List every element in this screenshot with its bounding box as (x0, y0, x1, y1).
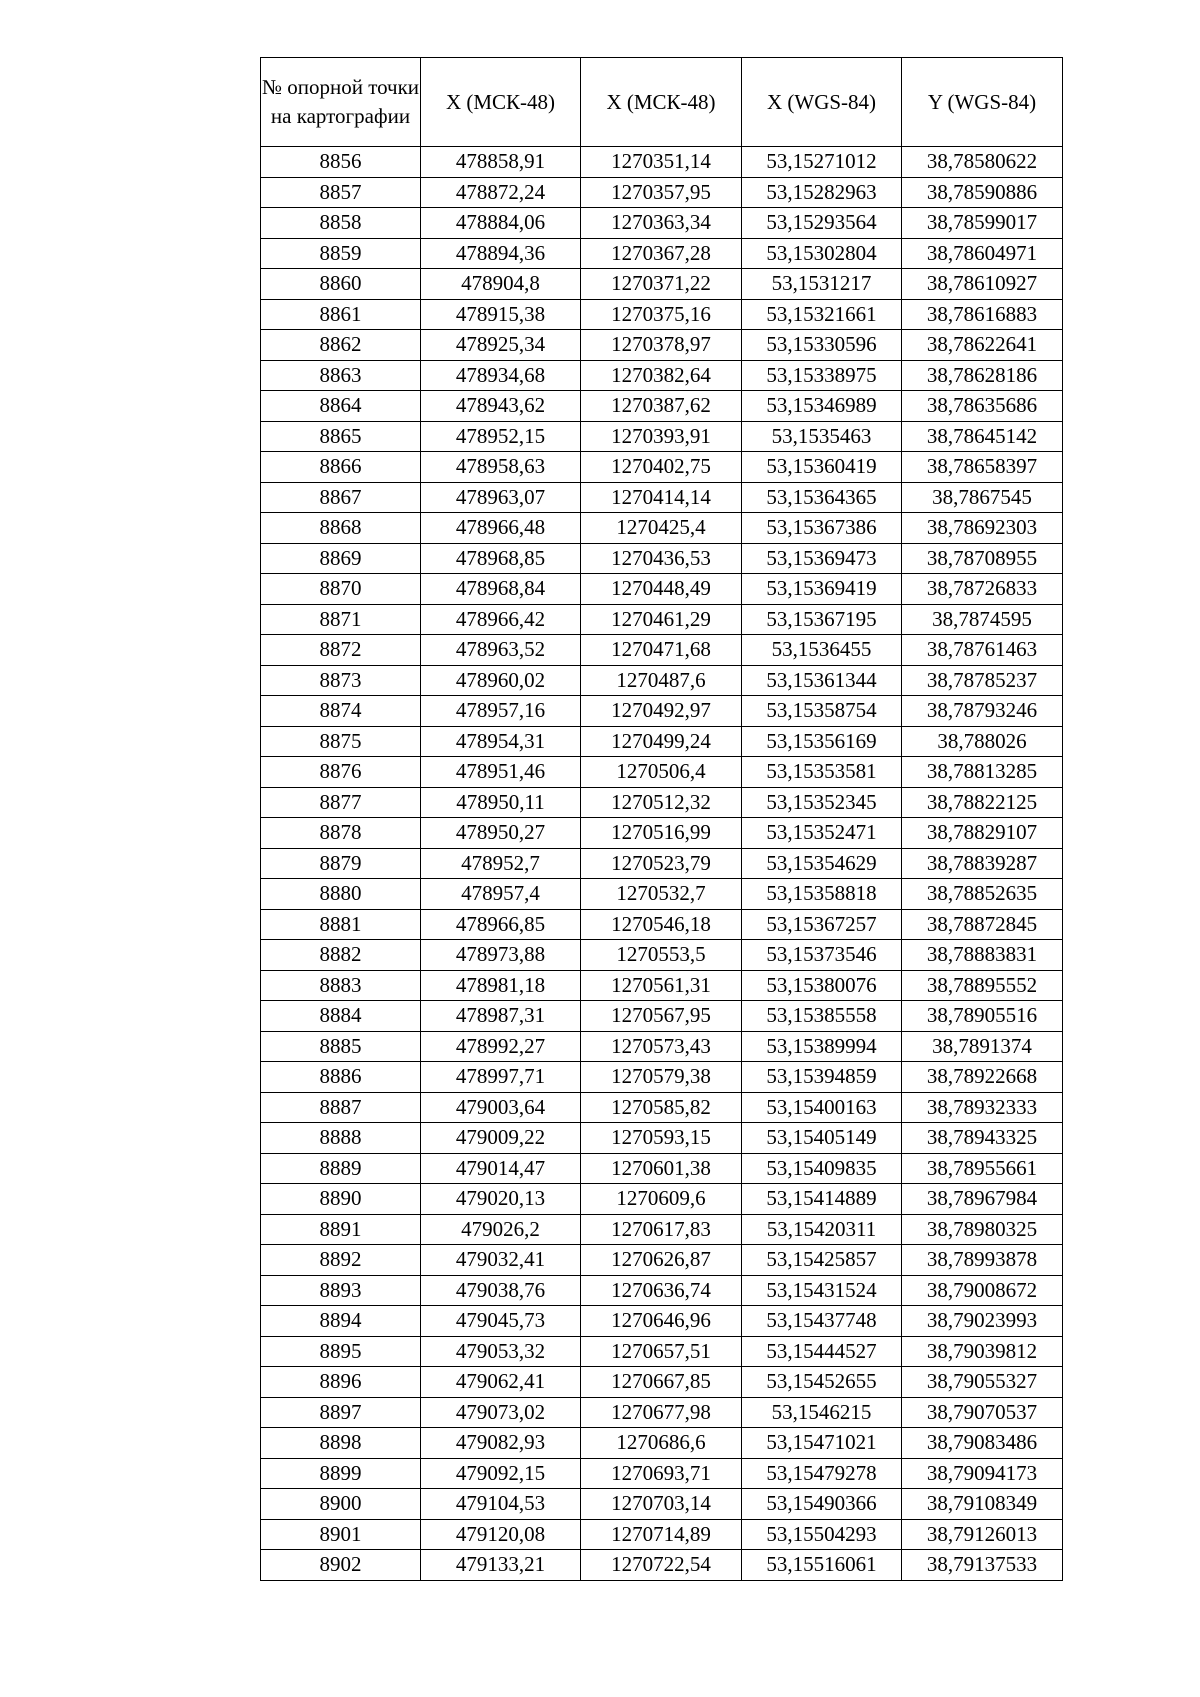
cell-x-msk48-second: 1270425,4 (581, 513, 742, 544)
cell-x-wgs84: 53,15282963 (742, 177, 902, 208)
cell-point-number: 8900 (261, 1489, 421, 1520)
cell-x-msk48-second: 1270414,14 (581, 482, 742, 513)
cell-x-msk48-second: 1270561,31 (581, 970, 742, 1001)
cell-x-msk48-second: 1270506,4 (581, 757, 742, 788)
cell-x-wgs84: 53,15409835 (742, 1153, 902, 1184)
cell-point-number: 8886 (261, 1062, 421, 1093)
cell-point-number: 8882 (261, 940, 421, 971)
cell-x-wgs84: 53,15385558 (742, 1001, 902, 1032)
table-row (261, 879, 1063, 910)
cell-x-msk48: 478950,27 (421, 818, 581, 849)
cell-x-wgs84: 53,15471021 (742, 1428, 902, 1459)
table-row (261, 1397, 1063, 1428)
table-row (261, 787, 1063, 818)
table-row (261, 818, 1063, 849)
table-row (261, 1275, 1063, 1306)
cell-x-msk48-second: 1270579,38 (581, 1062, 742, 1093)
cell-y-wgs84: 38,7867545 (902, 482, 1063, 513)
cell-x-wgs84: 53,15425857 (742, 1245, 902, 1276)
cell-x-msk48-second: 1270667,85 (581, 1367, 742, 1398)
cell-y-wgs84: 38,78883831 (902, 940, 1063, 971)
cell-y-wgs84: 38,78708955 (902, 543, 1063, 574)
cell-point-number: 8894 (261, 1306, 421, 1337)
coordinates-table (260, 57, 1063, 1581)
cell-point-number: 8864 (261, 391, 421, 422)
cell-point-number: 8887 (261, 1092, 421, 1123)
table-row (261, 635, 1063, 666)
cell-x-wgs84: 53,1546215 (742, 1397, 902, 1428)
cell-point-number: 8866 (261, 452, 421, 483)
cell-y-wgs84: 38,78635686 (902, 391, 1063, 422)
cell-x-msk48: 478960,02 (421, 665, 581, 696)
table-row (261, 604, 1063, 635)
cell-x-msk48-second: 1270512,32 (581, 787, 742, 818)
cell-y-wgs84: 38,7874595 (902, 604, 1063, 635)
cell-x-wgs84: 53,15360419 (742, 452, 902, 483)
cell-y-wgs84: 38,78645142 (902, 421, 1063, 452)
cell-x-msk48: 479092,15 (421, 1458, 581, 1489)
table-row (261, 177, 1063, 208)
cell-point-number: 8883 (261, 970, 421, 1001)
table-row (261, 147, 1063, 178)
cell-x-wgs84: 53,15338975 (742, 360, 902, 391)
cell-x-msk48: 478966,42 (421, 604, 581, 635)
cell-x-wgs84: 53,15369419 (742, 574, 902, 605)
cell-x-wgs84: 53,1535463 (742, 421, 902, 452)
cell-x-wgs84: 53,15380076 (742, 970, 902, 1001)
cell-x-msk48-second: 1270393,91 (581, 421, 742, 452)
cell-y-wgs84: 38,79083486 (902, 1428, 1063, 1459)
cell-x-msk48: 479014,47 (421, 1153, 581, 1184)
cell-x-wgs84: 53,15490366 (742, 1489, 902, 1520)
cell-x-msk48: 479003,64 (421, 1092, 581, 1123)
table-row (261, 757, 1063, 788)
cell-x-msk48-second: 1270487,6 (581, 665, 742, 696)
cell-x-msk48-second: 1270382,64 (581, 360, 742, 391)
cell-x-wgs84: 53,15358754 (742, 696, 902, 727)
cell-x-msk48-second: 1270375,16 (581, 299, 742, 330)
cell-x-msk48: 478968,84 (421, 574, 581, 605)
cell-y-wgs84: 38,78628186 (902, 360, 1063, 391)
table-row (261, 1428, 1063, 1459)
cell-y-wgs84: 38,78852635 (902, 879, 1063, 910)
cell-x-msk48: 478872,24 (421, 177, 581, 208)
cell-x-msk48-second: 1270516,99 (581, 818, 742, 849)
cell-y-wgs84: 38,78922668 (902, 1062, 1063, 1093)
table-row (261, 330, 1063, 361)
table-row (261, 940, 1063, 971)
cell-x-wgs84: 53,15389994 (742, 1031, 902, 1062)
table-row (261, 1123, 1063, 1154)
cell-x-msk48: 479026,2 (421, 1214, 581, 1245)
cell-point-number: 8898 (261, 1428, 421, 1459)
table-row (261, 421, 1063, 452)
cell-x-msk48: 478915,38 (421, 299, 581, 330)
cell-x-wgs84: 53,15394859 (742, 1062, 902, 1093)
header-point-number: № опорной точки на картографии (261, 58, 421, 147)
cell-y-wgs84: 38,79094173 (902, 1458, 1063, 1489)
cell-y-wgs84: 38,79137533 (902, 1550, 1063, 1581)
cell-y-wgs84: 38,79008672 (902, 1275, 1063, 1306)
cell-x-wgs84: 53,15367257 (742, 909, 902, 940)
cell-y-wgs84: 38,79108349 (902, 1489, 1063, 1520)
cell-point-number: 8873 (261, 665, 421, 696)
cell-y-wgs84: 38,78895552 (902, 970, 1063, 1001)
cell-x-msk48: 478925,34 (421, 330, 581, 361)
cell-x-wgs84: 53,15353581 (742, 757, 902, 788)
cell-x-wgs84: 53,15352471 (742, 818, 902, 849)
cell-y-wgs84: 38,78905516 (902, 1001, 1063, 1032)
table-row (261, 1184, 1063, 1215)
cell-x-wgs84: 53,15354629 (742, 848, 902, 879)
header-x-msk48-second: X (МСК-48) (581, 58, 742, 147)
table-row (261, 1367, 1063, 1398)
cell-x-msk48: 479038,76 (421, 1275, 581, 1306)
cell-x-msk48-second: 1270448,49 (581, 574, 742, 605)
cell-x-wgs84: 53,15414889 (742, 1184, 902, 1215)
table-row (261, 543, 1063, 574)
cell-x-wgs84: 53,15367195 (742, 604, 902, 635)
cell-x-wgs84: 53,15367386 (742, 513, 902, 544)
cell-x-wgs84: 53,15369473 (742, 543, 902, 574)
table-row (261, 1153, 1063, 1184)
table-row (261, 1458, 1063, 1489)
table-row (261, 1092, 1063, 1123)
cell-x-msk48: 479062,41 (421, 1367, 581, 1398)
table-row (261, 1001, 1063, 1032)
cell-y-wgs84: 38,78967984 (902, 1184, 1063, 1215)
table-row (261, 1245, 1063, 1276)
table-row (261, 909, 1063, 940)
cell-y-wgs84: 38,78932333 (902, 1092, 1063, 1123)
cell-x-msk48: 479082,93 (421, 1428, 581, 1459)
cell-point-number: 8879 (261, 848, 421, 879)
cell-x-msk48-second: 1270714,89 (581, 1519, 742, 1550)
cell-x-msk48-second: 1270357,95 (581, 177, 742, 208)
cell-point-number: 8858 (261, 208, 421, 239)
cell-x-msk48: 479073,02 (421, 1397, 581, 1428)
cell-x-msk48: 478952,7 (421, 848, 581, 879)
cell-x-msk48-second: 1270677,98 (581, 1397, 742, 1428)
cell-y-wgs84: 38,78822125 (902, 787, 1063, 818)
table-row (261, 360, 1063, 391)
cell-y-wgs84: 38,78726833 (902, 574, 1063, 605)
cell-y-wgs84: 38,788026 (902, 726, 1063, 757)
cell-point-number: 8856 (261, 147, 421, 178)
cell-x-msk48-second: 1270636,74 (581, 1275, 742, 1306)
table-row (261, 848, 1063, 879)
cell-point-number: 8874 (261, 696, 421, 727)
cell-x-wgs84: 53,15346989 (742, 391, 902, 422)
cell-y-wgs84: 38,79126013 (902, 1519, 1063, 1550)
cell-point-number: 8869 (261, 543, 421, 574)
cell-x-msk48-second: 1270585,82 (581, 1092, 742, 1123)
cell-x-msk48-second: 1270523,79 (581, 848, 742, 879)
cell-x-msk48: 478904,8 (421, 269, 581, 300)
cell-y-wgs84: 38,78610927 (902, 269, 1063, 300)
cell-x-msk48-second: 1270722,54 (581, 1550, 742, 1581)
table-row (261, 208, 1063, 239)
cell-y-wgs84: 38,78829107 (902, 818, 1063, 849)
cell-x-msk48: 478963,07 (421, 482, 581, 513)
cell-x-msk48-second: 1270553,5 (581, 940, 742, 971)
cell-y-wgs84: 38,78839287 (902, 848, 1063, 879)
cell-x-msk48: 478950,11 (421, 787, 581, 818)
cell-x-msk48-second: 1270617,83 (581, 1214, 742, 1245)
cell-point-number: 8888 (261, 1123, 421, 1154)
cell-x-wgs84: 53,15364365 (742, 482, 902, 513)
cell-x-msk48-second: 1270363,34 (581, 208, 742, 239)
cell-x-msk48: 478997,71 (421, 1062, 581, 1093)
cell-x-wgs84: 53,15373546 (742, 940, 902, 971)
cell-x-msk48-second: 1270371,22 (581, 269, 742, 300)
cell-x-msk48: 478968,85 (421, 543, 581, 574)
cell-x-wgs84: 53,15452655 (742, 1367, 902, 1398)
cell-x-msk48: 478952,15 (421, 421, 581, 452)
cell-x-wgs84: 53,15516061 (742, 1550, 902, 1581)
cell-x-wgs84: 53,1531217 (742, 269, 902, 300)
table-row (261, 513, 1063, 544)
cell-x-msk48: 478973,88 (421, 940, 581, 971)
cell-point-number: 8862 (261, 330, 421, 361)
cell-x-msk48: 478981,18 (421, 970, 581, 1001)
cell-x-msk48: 479120,08 (421, 1519, 581, 1550)
cell-x-wgs84: 53,15444527 (742, 1336, 902, 1367)
cell-x-msk48: 478987,31 (421, 1001, 581, 1032)
cell-x-msk48-second: 1270609,6 (581, 1184, 742, 1215)
cell-x-msk48-second: 1270626,87 (581, 1245, 742, 1276)
cell-x-msk48-second: 1270693,71 (581, 1458, 742, 1489)
cell-y-wgs84: 38,78761463 (902, 635, 1063, 666)
cell-y-wgs84: 38,78943325 (902, 1123, 1063, 1154)
table-body (261, 147, 1063, 1581)
cell-y-wgs84: 38,79023993 (902, 1306, 1063, 1337)
cell-x-msk48: 479104,53 (421, 1489, 581, 1520)
cell-x-wgs84: 53,15356169 (742, 726, 902, 757)
cell-y-wgs84: 38,78980325 (902, 1214, 1063, 1245)
cell-x-wgs84: 53,15352345 (742, 787, 902, 818)
header-row (261, 58, 1063, 147)
cell-y-wgs84: 38,79055327 (902, 1367, 1063, 1398)
cell-x-msk48: 478966,85 (421, 909, 581, 940)
cell-point-number: 8889 (261, 1153, 421, 1184)
cell-point-number: 8892 (261, 1245, 421, 1276)
cell-y-wgs84: 38,78793246 (902, 696, 1063, 727)
cell-point-number: 8861 (261, 299, 421, 330)
cell-x-msk48: 478894,36 (421, 238, 581, 269)
cell-x-msk48-second: 1270436,53 (581, 543, 742, 574)
table-header (261, 58, 1063, 147)
table-row (261, 1519, 1063, 1550)
cell-x-msk48-second: 1270461,29 (581, 604, 742, 635)
cell-point-number: 8871 (261, 604, 421, 635)
table-row (261, 1489, 1063, 1520)
cell-x-msk48-second: 1270367,28 (581, 238, 742, 269)
cell-x-wgs84: 53,15405149 (742, 1123, 902, 1154)
cell-x-msk48-second: 1270646,96 (581, 1306, 742, 1337)
cell-y-wgs84: 38,78993878 (902, 1245, 1063, 1276)
cell-x-msk48: 478966,48 (421, 513, 581, 544)
cell-point-number: 8857 (261, 177, 421, 208)
cell-point-number: 8868 (261, 513, 421, 544)
cell-x-msk48-second: 1270657,51 (581, 1336, 742, 1367)
table-row (261, 1062, 1063, 1093)
table-row (261, 452, 1063, 483)
cell-x-msk48: 478934,68 (421, 360, 581, 391)
cell-point-number: 8877 (261, 787, 421, 818)
cell-y-wgs84: 38,79070537 (902, 1397, 1063, 1428)
cell-y-wgs84: 38,7891374 (902, 1031, 1063, 1062)
cell-point-number: 8895 (261, 1336, 421, 1367)
cell-x-wgs84: 53,15479278 (742, 1458, 902, 1489)
cell-y-wgs84: 38,78590886 (902, 177, 1063, 208)
cell-x-msk48-second: 1270601,38 (581, 1153, 742, 1184)
cell-x-msk48-second: 1270546,18 (581, 909, 742, 940)
cell-x-wgs84: 53,15358818 (742, 879, 902, 910)
cell-x-msk48: 478992,27 (421, 1031, 581, 1062)
cell-x-msk48: 478884,06 (421, 208, 581, 239)
cell-point-number: 8890 (261, 1184, 421, 1215)
cell-x-msk48-second: 1270573,43 (581, 1031, 742, 1062)
cell-x-msk48-second: 1270378,97 (581, 330, 742, 361)
cell-point-number: 8875 (261, 726, 421, 757)
cell-point-number: 8893 (261, 1275, 421, 1306)
cell-x-msk48-second: 1270387,62 (581, 391, 742, 422)
cell-y-wgs84: 38,78622641 (902, 330, 1063, 361)
cell-x-msk48: 479009,22 (421, 1123, 581, 1154)
cell-x-msk48: 479020,13 (421, 1184, 581, 1215)
cell-y-wgs84: 38,78580622 (902, 147, 1063, 178)
table-row (261, 574, 1063, 605)
cell-y-wgs84: 38,78692303 (902, 513, 1063, 544)
cell-y-wgs84: 38,78872845 (902, 909, 1063, 940)
cell-x-msk48: 478958,63 (421, 452, 581, 483)
table-row (261, 970, 1063, 1001)
table-row (261, 238, 1063, 269)
cell-point-number: 8878 (261, 818, 421, 849)
cell-point-number: 8876 (261, 757, 421, 788)
cell-x-msk48: 478954,31 (421, 726, 581, 757)
cell-x-msk48: 479032,41 (421, 1245, 581, 1276)
cell-x-wgs84: 53,1536455 (742, 635, 902, 666)
cell-x-msk48: 478963,52 (421, 635, 581, 666)
cell-x-wgs84: 53,15330596 (742, 330, 902, 361)
table-row (261, 1031, 1063, 1062)
cell-point-number: 8863 (261, 360, 421, 391)
table-row (261, 482, 1063, 513)
cell-x-wgs84: 53,15302804 (742, 238, 902, 269)
cell-x-wgs84: 53,15420311 (742, 1214, 902, 1245)
cell-x-msk48: 479053,32 (421, 1336, 581, 1367)
cell-y-wgs84: 38,78785237 (902, 665, 1063, 696)
table-row (261, 1214, 1063, 1245)
cell-x-msk48-second: 1270351,14 (581, 147, 742, 178)
cell-x-msk48: 478858,91 (421, 147, 581, 178)
header-x-wgs84: X (WGS-84) (742, 58, 902, 147)
header-y-wgs84: Y (WGS-84) (902, 58, 1063, 147)
cell-x-msk48: 479133,21 (421, 1550, 581, 1581)
cell-point-number: 8896 (261, 1367, 421, 1398)
table-row (261, 391, 1063, 422)
cell-y-wgs84: 38,78658397 (902, 452, 1063, 483)
cell-point-number: 8872 (261, 635, 421, 666)
table-row (261, 696, 1063, 727)
cell-point-number: 8902 (261, 1550, 421, 1581)
cell-point-number: 8881 (261, 909, 421, 940)
cell-x-wgs84: 53,15321661 (742, 299, 902, 330)
cell-point-number: 8885 (261, 1031, 421, 1062)
cell-x-wgs84: 53,15271012 (742, 147, 902, 178)
cell-y-wgs84: 38,78813285 (902, 757, 1063, 788)
cell-x-wgs84: 53,15431524 (742, 1275, 902, 1306)
cell-point-number: 8867 (261, 482, 421, 513)
cell-x-msk48: 478951,46 (421, 757, 581, 788)
cell-y-wgs84: 38,79039812 (902, 1336, 1063, 1367)
cell-point-number: 8899 (261, 1458, 421, 1489)
cell-x-msk48-second: 1270686,6 (581, 1428, 742, 1459)
cell-x-msk48-second: 1270593,15 (581, 1123, 742, 1154)
table-row (261, 1306, 1063, 1337)
cell-y-wgs84: 38,78599017 (902, 208, 1063, 239)
cell-y-wgs84: 38,78955661 (902, 1153, 1063, 1184)
cell-x-msk48-second: 1270499,24 (581, 726, 742, 757)
cell-point-number: 8884 (261, 1001, 421, 1032)
table-row (261, 299, 1063, 330)
cell-x-msk48-second: 1270532,7 (581, 879, 742, 910)
cell-point-number: 8897 (261, 1397, 421, 1428)
cell-x-wgs84: 53,15293564 (742, 208, 902, 239)
table-row (261, 726, 1063, 757)
cell-x-msk48-second: 1270471,68 (581, 635, 742, 666)
table-row (261, 1336, 1063, 1367)
cell-point-number: 8880 (261, 879, 421, 910)
cell-point-number: 8859 (261, 238, 421, 269)
table-row (261, 665, 1063, 696)
cell-point-number: 8860 (261, 269, 421, 300)
cell-x-msk48-second: 1270567,95 (581, 1001, 742, 1032)
cell-x-wgs84: 53,15400163 (742, 1092, 902, 1123)
cell-y-wgs84: 38,78604971 (902, 238, 1063, 269)
cell-x-msk48: 478957,16 (421, 696, 581, 727)
table-row (261, 1550, 1063, 1581)
cell-x-wgs84: 53,15361344 (742, 665, 902, 696)
cell-point-number: 8891 (261, 1214, 421, 1245)
cell-point-number: 8865 (261, 421, 421, 452)
cell-x-wgs84: 53,15504293 (742, 1519, 902, 1550)
header-x-msk48: X (МСК-48) (421, 58, 581, 147)
cell-x-msk48: 478957,4 (421, 879, 581, 910)
cell-x-msk48: 479045,73 (421, 1306, 581, 1337)
cell-point-number: 8901 (261, 1519, 421, 1550)
cell-point-number: 8870 (261, 574, 421, 605)
table-row (261, 269, 1063, 300)
cell-x-msk48-second: 1270703,14 (581, 1489, 742, 1520)
cell-x-msk48: 478943,62 (421, 391, 581, 422)
cell-x-msk48-second: 1270402,75 (581, 452, 742, 483)
cell-x-wgs84: 53,15437748 (742, 1306, 902, 1337)
cell-x-msk48-second: 1270492,97 (581, 696, 742, 727)
cell-y-wgs84: 38,78616883 (902, 299, 1063, 330)
